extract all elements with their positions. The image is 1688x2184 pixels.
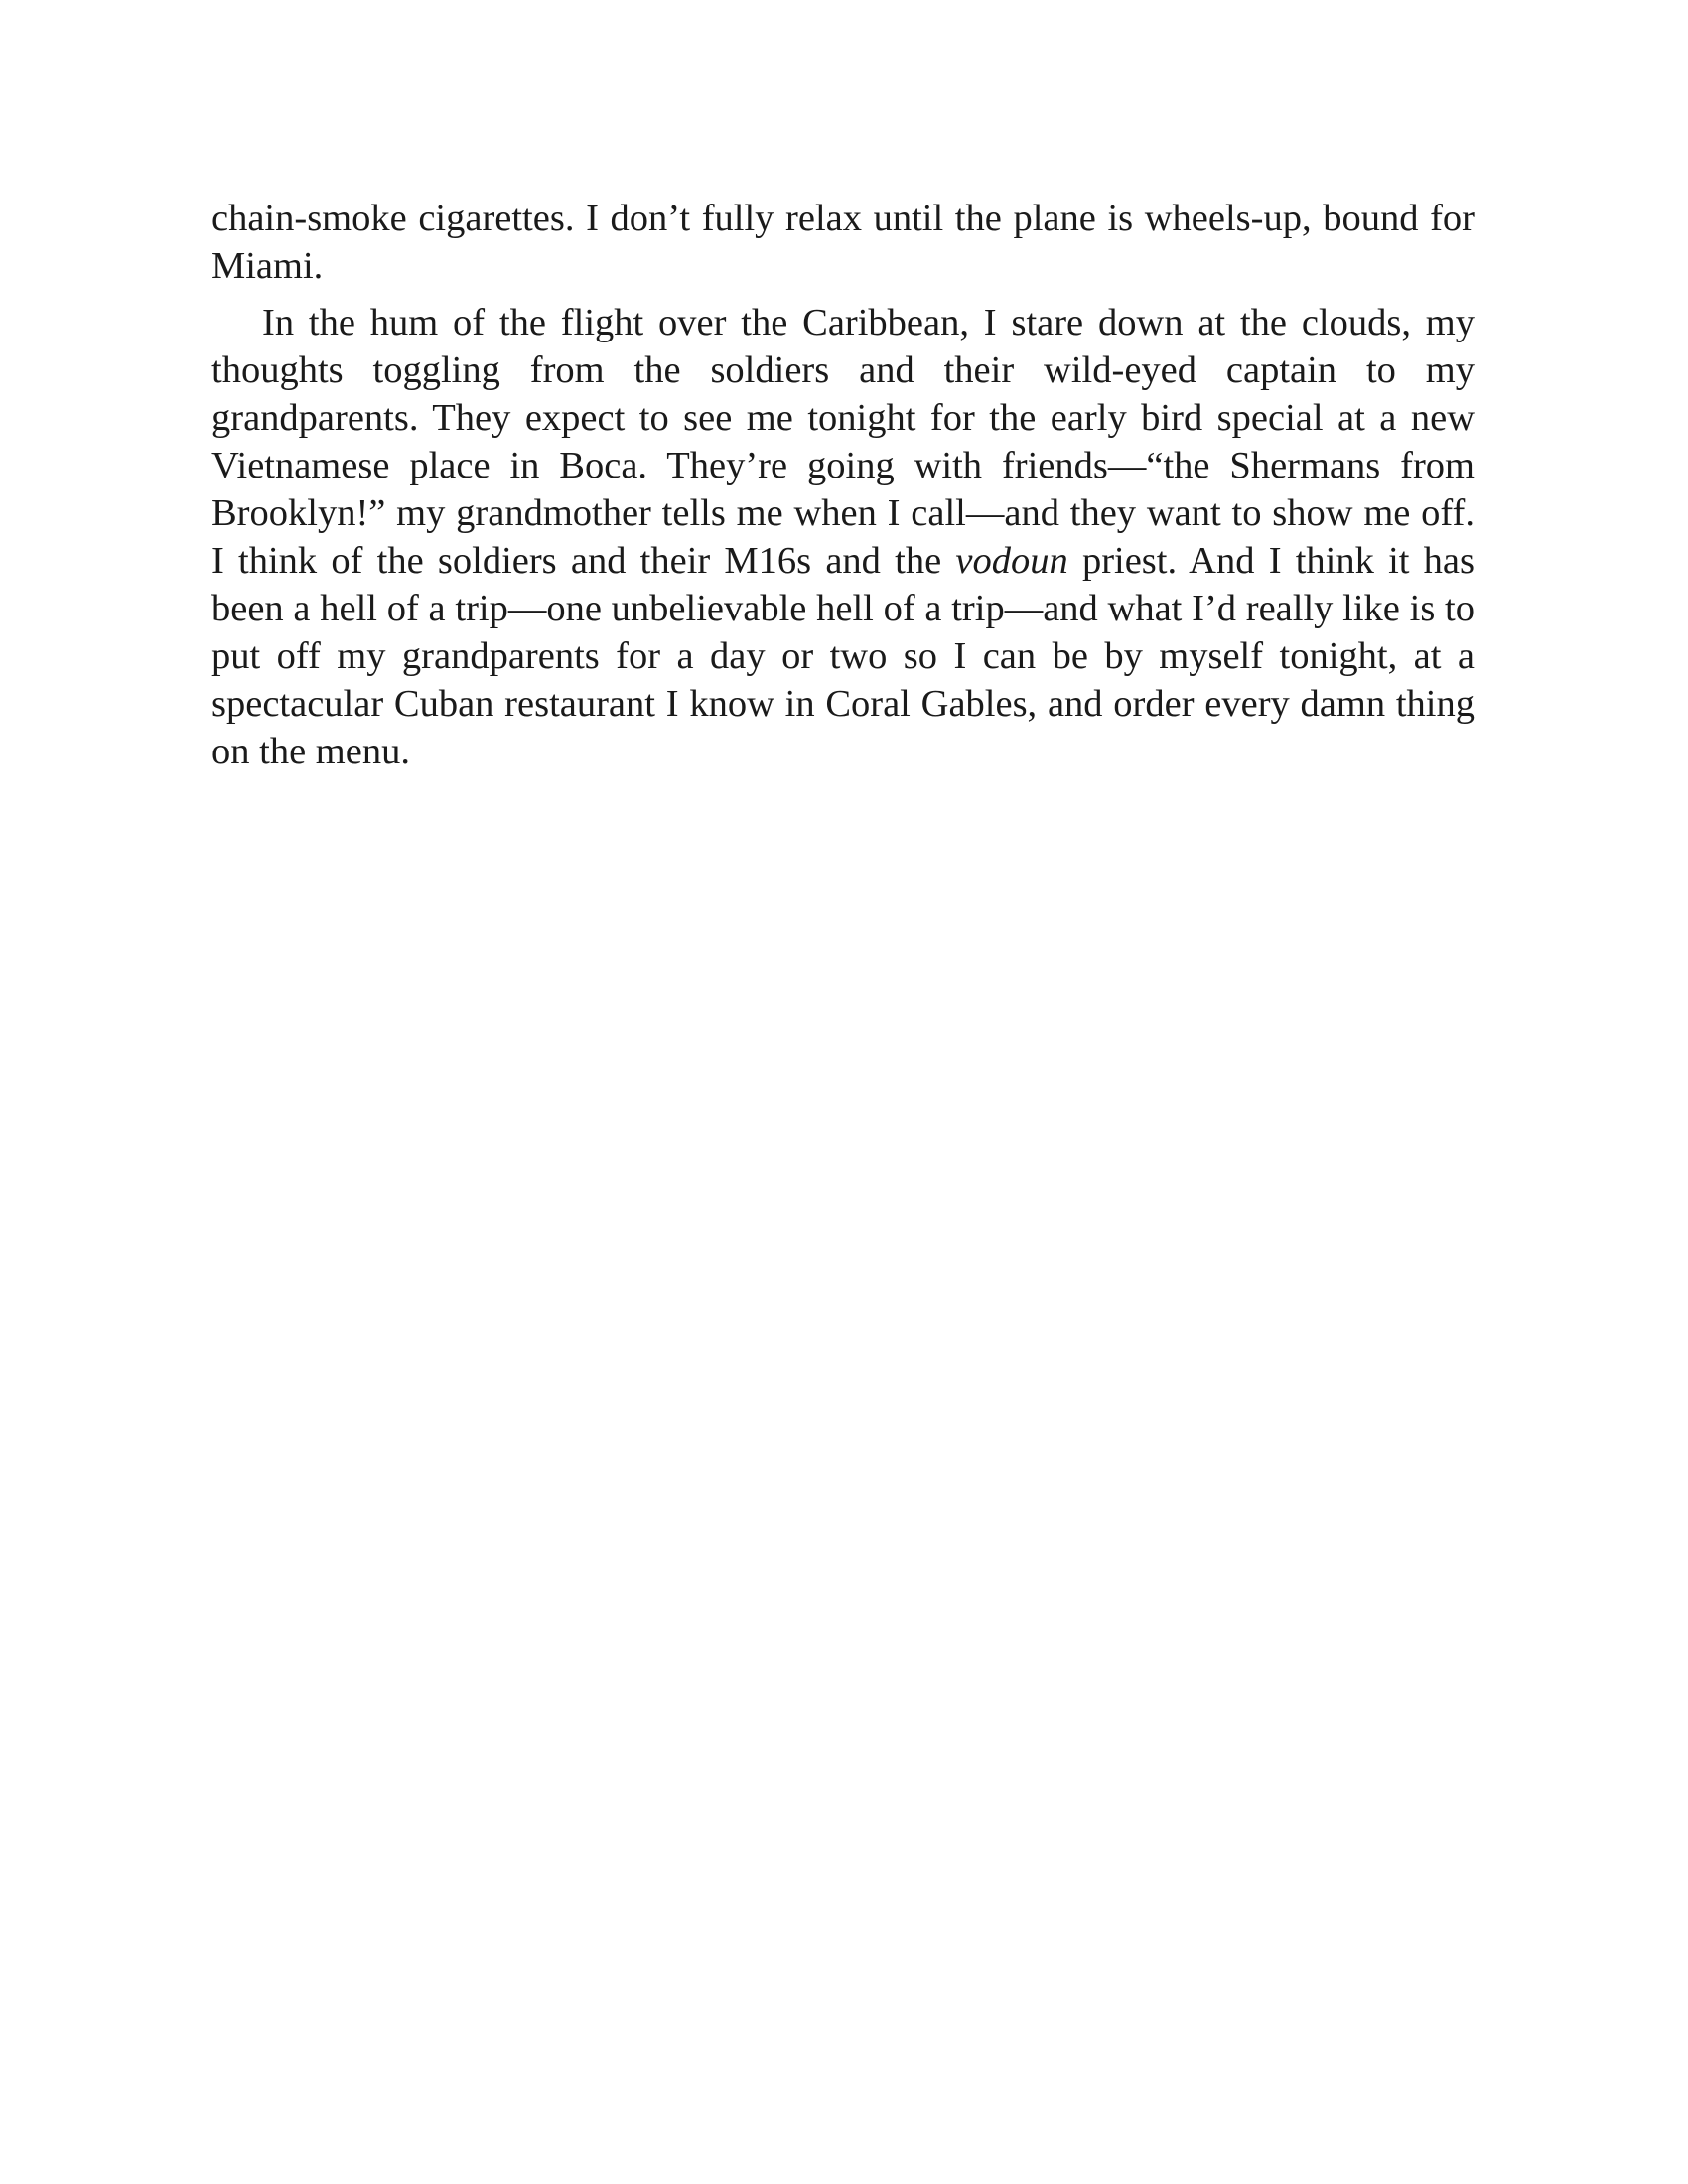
paragraph-text-start: In the hum of the flight over the Caribbean, I stare down at the clouds, my thoughts toggling from the soldiers and their wild-eyed captain to my grandparents. They expect to see me tonight for the early bird special at a new Vietnamese place in Boca. They’re going with friends—“the Shermans from Brooklyn!” my grandmother tells me when I call—and they want to show me off. I think of the soldiers and their M16s and the [211,302,1475,582]
paragraph-flight [211,299,1475,775]
paragraph-continuation [211,195,1475,290]
paragraph-text-end: priest. And I think it has been a hell of a trip—one unbelievable hell of a trip—and what I’d really like is to put off my grandparents for a day or two so I can be by myself tonight, at a spectacular Cuban restaurant I know in Coral Gables, and order every damn thing on the menu. [211,540,1475,772]
italic-term: vodoun [955,540,1068,582]
paragraph-text: chain-smoke cigarettes. I don’t fully relax until the plane is wheels-up, bound for Miami. [211,198,1475,287]
body-text [211,195,1475,775]
